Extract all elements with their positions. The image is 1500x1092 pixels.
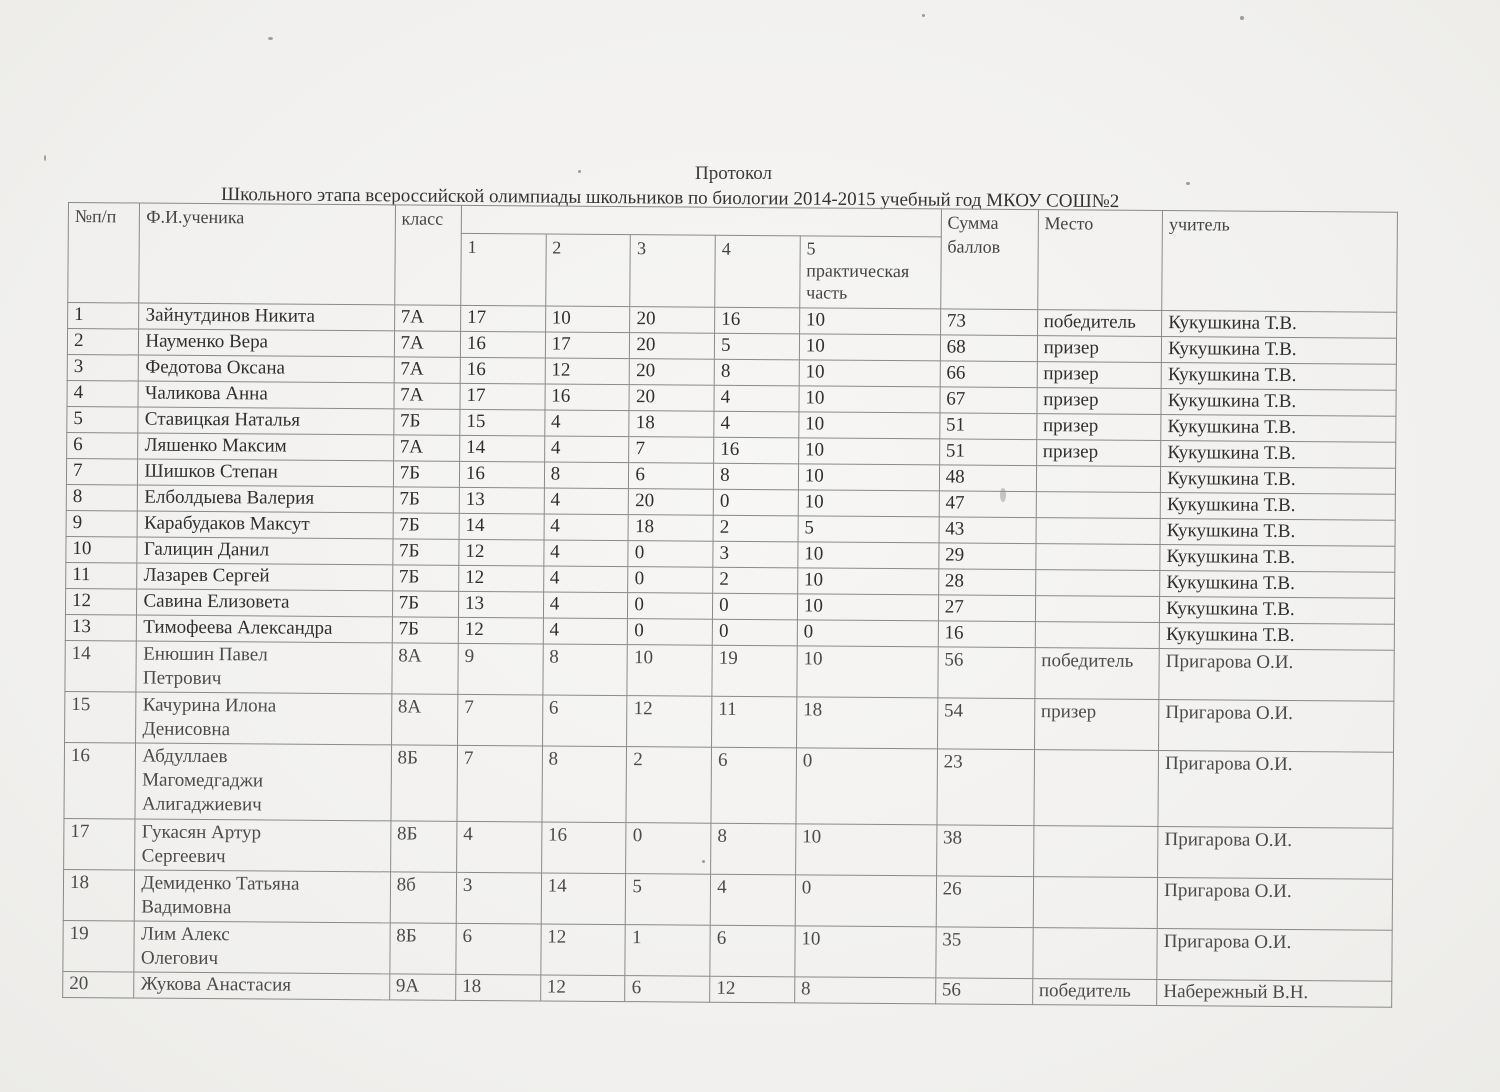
cell-num: 14 bbox=[65, 640, 137, 692]
cell-num: 3 bbox=[67, 354, 139, 381]
cell-task-1: 16 bbox=[460, 357, 545, 384]
cell-teacher: Пригарова О.И. bbox=[1158, 751, 1393, 829]
cell-num: 11 bbox=[66, 562, 138, 589]
cell-task-5: 10 bbox=[795, 824, 936, 876]
cell-teacher: Пригарова О.И. bbox=[1159, 649, 1394, 702]
cell-teacher: Кукушкина Т.В. bbox=[1162, 337, 1397, 365]
cell-place: призер bbox=[1036, 414, 1161, 441]
cell-sum: 73 bbox=[940, 309, 1037, 336]
cell-task-3: 0 bbox=[626, 823, 711, 875]
header-class: класс bbox=[394, 205, 461, 305]
cell-class: 9А bbox=[389, 974, 456, 1000]
header-task-5: 5 практическая часть bbox=[800, 236, 941, 309]
cell-sum: 16 bbox=[938, 621, 1035, 648]
cell-class: 7А bbox=[394, 305, 461, 331]
cell-task-1: 12 bbox=[459, 539, 544, 566]
cell-class: 7Б bbox=[392, 591, 459, 617]
cell-task-5: 10 bbox=[799, 412, 940, 439]
cell-teacher: Пригарова О.И. bbox=[1159, 700, 1394, 753]
cell-teacher: Пригарова О.И. bbox=[1157, 878, 1392, 931]
cell-teacher: Кукушкина Т.В. bbox=[1160, 571, 1395, 599]
cell-task-4: 2 bbox=[713, 515, 798, 542]
cell-task-4: 0 bbox=[712, 619, 797, 646]
cell-task-5: 10 bbox=[799, 386, 940, 413]
cell-num: 20 bbox=[63, 971, 135, 998]
cell-place: победитель bbox=[1037, 310, 1162, 337]
cell-place bbox=[1035, 570, 1160, 597]
cell-num: 15 bbox=[65, 691, 137, 743]
cell-task-2: 10 bbox=[545, 306, 630, 333]
cell-class: 8Б bbox=[391, 745, 458, 821]
cell-task-3: 18 bbox=[628, 515, 713, 542]
cell-task-5: 10 bbox=[798, 464, 939, 491]
cell-task-4: 4 bbox=[710, 874, 795, 926]
cell-task-2: 12 bbox=[540, 975, 625, 1002]
cell-num: 4 bbox=[67, 380, 139, 407]
cell-task-3: 20 bbox=[629, 489, 714, 516]
results-table bbox=[62, 202, 1398, 1008]
cell-student-name: Науменко Вера bbox=[139, 329, 394, 357]
cell-task-1: 16 bbox=[459, 461, 544, 488]
cell-student-name: Демиденко Татьяна Вадимовна bbox=[135, 870, 391, 923]
cell-task-3: 0 bbox=[628, 593, 713, 620]
cell-task-1: 15 bbox=[460, 409, 545, 436]
cell-task-2: 4 bbox=[543, 618, 628, 645]
cell-class: 7Б bbox=[392, 617, 459, 643]
cell-num: 19 bbox=[63, 920, 135, 972]
cell-task-4: 16 bbox=[714, 437, 799, 464]
cell-task-3: 12 bbox=[627, 696, 712, 748]
cell-task-3: 18 bbox=[629, 411, 714, 438]
cell-student-name: Енюшин Павел Петрович bbox=[136, 641, 392, 694]
cell-task-5: 10 bbox=[799, 360, 940, 387]
cell-sum: 38 bbox=[936, 825, 1033, 877]
document-subtitle: Школьного этапа всероссийской олимпиады школьников по биологии 2014-2015 учебный год МКОУ СОШ№2 bbox=[220, 184, 1120, 213]
cell-student-name: Жукова Анастасия bbox=[134, 972, 389, 1000]
cell-task-2: 14 bbox=[541, 873, 626, 925]
cell-task-3: 6 bbox=[625, 976, 710, 1003]
cell-class: 7Б bbox=[393, 513, 460, 539]
cell-student-name: Галицин Данил bbox=[137, 537, 392, 565]
cell-class: 8А bbox=[391, 694, 458, 745]
cell-task-3: 1 bbox=[625, 925, 710, 977]
cell-sum: 68 bbox=[940, 335, 1037, 362]
cell-task-5: 0 bbox=[796, 748, 937, 825]
cell-class: 8А bbox=[392, 643, 459, 694]
cell-task-3: 2 bbox=[626, 747, 711, 824]
cell-task-5: 10 bbox=[795, 926, 936, 978]
scan-speck bbox=[922, 14, 925, 17]
cell-num: 7 bbox=[66, 458, 138, 485]
cell-task-4: 16 bbox=[715, 307, 800, 334]
cell-task-1: 6 bbox=[456, 923, 541, 975]
cell-task-5: 10 bbox=[797, 646, 938, 698]
cell-place bbox=[1036, 492, 1161, 519]
cell-task-3: 6 bbox=[629, 463, 714, 490]
cell-task-1: 9 bbox=[458, 643, 543, 695]
cell-class: 8б bbox=[390, 872, 457, 923]
cell-task-1: 18 bbox=[456, 974, 541, 1001]
cell-task-4: 6 bbox=[711, 747, 796, 824]
cell-student-name: Чаликова Анна bbox=[138, 381, 393, 409]
cell-place: призер bbox=[1034, 699, 1159, 751]
cell-place: призер bbox=[1037, 336, 1162, 363]
cell-class: 8Б bbox=[389, 923, 456, 974]
cell-place bbox=[1036, 466, 1161, 493]
cell-student-name: Карабудаков Максут bbox=[137, 511, 392, 539]
cell-task-4: 12 bbox=[710, 976, 795, 1003]
cell-place bbox=[1036, 518, 1161, 545]
cell-task-1: 14 bbox=[460, 435, 545, 462]
cell-num: 2 bbox=[67, 329, 139, 356]
cell-student-name: Лазарев Сергей bbox=[137, 563, 392, 591]
cell-task-5: 10 bbox=[797, 594, 938, 621]
cell-place: победитель bbox=[1035, 648, 1160, 700]
cell-sum: 28 bbox=[938, 569, 1035, 596]
cell-task-1: 7 bbox=[457, 745, 542, 822]
header-teacher: учитель bbox=[1162, 211, 1398, 313]
cell-task-4: 3 bbox=[713, 541, 798, 568]
cell-num: 1 bbox=[68, 303, 140, 330]
cell-student-name: Тимофеева Александра bbox=[137, 615, 392, 643]
cell-place: призер bbox=[1037, 362, 1162, 389]
cell-sum: 23 bbox=[937, 749, 1035, 826]
cell-num: 8 bbox=[66, 484, 138, 511]
table-row bbox=[64, 742, 1394, 828]
cell-task-3: 20 bbox=[629, 385, 714, 412]
cell-student-name: Савина Елизовета bbox=[137, 589, 392, 617]
cell-task-4: 11 bbox=[712, 696, 797, 748]
cell-task-4: 0 bbox=[713, 593, 798, 620]
cell-sum: 54 bbox=[937, 698, 1034, 750]
cell-place bbox=[1035, 544, 1160, 571]
cell-task-4: 8 bbox=[714, 359, 799, 386]
cell-num: 18 bbox=[63, 869, 135, 921]
header-task-3: 3 bbox=[630, 235, 715, 308]
cell-task-5: 10 bbox=[797, 568, 938, 595]
cell-task-5: 0 bbox=[797, 620, 938, 647]
cell-place: победитель bbox=[1032, 979, 1157, 1006]
cell-task-3: 20 bbox=[630, 307, 715, 334]
cell-task-2: 8 bbox=[543, 644, 628, 696]
cell-sum: 27 bbox=[938, 595, 1035, 622]
cell-place bbox=[1034, 750, 1159, 827]
cell-teacher: Кукушкина Т.В. bbox=[1160, 597, 1395, 625]
cell-task-2: 16 bbox=[545, 384, 630, 411]
cell-place: призер bbox=[1036, 440, 1161, 467]
cell-teacher: Кукушкина Т.В. bbox=[1162, 311, 1397, 339]
cell-place: призер bbox=[1037, 388, 1162, 415]
cell-task-4: 8 bbox=[711, 823, 796, 875]
cell-task-5: 10 bbox=[799, 308, 940, 335]
cell-task-1: 17 bbox=[461, 305, 546, 332]
cell-task-4: 5 bbox=[714, 333, 799, 360]
cell-sum: 66 bbox=[940, 361, 1037, 388]
cell-class: 7Б bbox=[393, 487, 460, 513]
cell-task-5: 10 bbox=[799, 334, 940, 361]
cell-student-name: Ставицкая Наталья bbox=[138, 407, 393, 435]
cell-task-1: 13 bbox=[458, 591, 543, 618]
cell-sum: 51 bbox=[939, 413, 1036, 440]
cell-task-3: 5 bbox=[626, 874, 711, 926]
cell-sum: 29 bbox=[939, 543, 1036, 570]
cell-task-2: 12 bbox=[541, 924, 626, 976]
header-tasks-group bbox=[461, 205, 941, 237]
cell-num: 17 bbox=[64, 818, 136, 870]
cell-sum: 56 bbox=[938, 647, 1035, 699]
cell-student-name: Шишков Степан bbox=[138, 459, 393, 487]
cell-student-name: Лим Алекс Олегович bbox=[134, 921, 390, 974]
cell-task-3: 10 bbox=[627, 645, 712, 697]
cell-task-4: 6 bbox=[710, 925, 795, 977]
cell-task-3: 7 bbox=[629, 437, 714, 464]
document-title: Протокол bbox=[695, 163, 773, 184]
cell-num: 12 bbox=[65, 588, 137, 615]
cell-sum: 48 bbox=[939, 465, 1036, 492]
cell-task-1: 13 bbox=[459, 487, 544, 514]
cell-task-1: 14 bbox=[459, 513, 544, 540]
cell-task-1: 17 bbox=[460, 383, 545, 410]
cell-teacher: Кукушкина Т.В. bbox=[1161, 441, 1396, 469]
cell-sum: 47 bbox=[939, 491, 1036, 518]
cell-task-1: 3 bbox=[456, 872, 541, 924]
header-name: Ф.И.ученика bbox=[139, 203, 395, 305]
cell-teacher: Пригарова О.И. bbox=[1158, 827, 1393, 880]
cell-class: 7Б bbox=[392, 539, 459, 565]
scan-speck bbox=[578, 170, 581, 173]
cell-num: 16 bbox=[64, 742, 136, 819]
cell-place bbox=[1032, 928, 1157, 980]
cell-teacher: Пригарова О.И. bbox=[1157, 929, 1392, 982]
cell-sum: 43 bbox=[939, 517, 1036, 544]
cell-task-2: 6 bbox=[542, 695, 627, 747]
cell-student-name: Гукасян Артур Сергеевич bbox=[135, 819, 391, 872]
cell-place bbox=[1033, 826, 1158, 878]
scan-speck bbox=[44, 155, 46, 161]
cell-class: 8Б bbox=[390, 821, 457, 872]
cell-class: 7Б bbox=[392, 565, 459, 591]
cell-task-5: 10 bbox=[798, 542, 939, 569]
cell-num: 13 bbox=[65, 614, 137, 641]
table-body bbox=[63, 303, 1397, 1008]
cell-teacher: Кукушкина Т.В. bbox=[1160, 493, 1395, 521]
scan-speck bbox=[268, 37, 273, 40]
cell-num: 9 bbox=[66, 510, 138, 537]
cell-task-1: 4 bbox=[457, 821, 542, 873]
cell-task-2: 4 bbox=[544, 436, 629, 463]
header-task-2: 2 bbox=[545, 234, 630, 307]
cell-sum: 51 bbox=[939, 439, 1036, 466]
cell-task-2: 4 bbox=[544, 540, 629, 567]
cell-place bbox=[1033, 877, 1158, 929]
cell-task-1: 12 bbox=[459, 565, 544, 592]
cell-place bbox=[1035, 596, 1160, 623]
cell-sum: 56 bbox=[935, 978, 1032, 1005]
cell-task-1: 12 bbox=[458, 617, 543, 644]
cell-task-2: 12 bbox=[545, 358, 630, 385]
cell-task-3: 20 bbox=[630, 359, 715, 386]
cell-sum: 35 bbox=[936, 927, 1033, 979]
cell-task-2: 4 bbox=[544, 488, 629, 515]
cell-task-4: 0 bbox=[713, 489, 798, 516]
cell-class: 7А bbox=[393, 435, 460, 461]
header-place: Место bbox=[1037, 210, 1162, 311]
cell-teacher: Кукушкина Т.В. bbox=[1161, 389, 1396, 417]
cell-class: 7Б bbox=[393, 461, 460, 487]
cell-teacher: Набережный В.Н. bbox=[1157, 980, 1392, 1008]
header-task-1: 1 bbox=[461, 233, 546, 306]
cell-task-4: 8 bbox=[714, 463, 799, 490]
cell-task-5: 8 bbox=[794, 977, 935, 1004]
cell-task-3: 0 bbox=[628, 541, 713, 568]
cell-task-4: 2 bbox=[713, 567, 798, 594]
header-sum: Сумма баллов bbox=[940, 209, 1038, 310]
scan-speck bbox=[1240, 16, 1244, 20]
cell-task-5: 18 bbox=[796, 697, 937, 749]
cell-class: 7Б bbox=[393, 409, 460, 435]
cell-sum: 67 bbox=[940, 387, 1037, 414]
cell-teacher: Кукушкина Т.В. bbox=[1161, 363, 1396, 391]
cell-task-1: 7 bbox=[457, 694, 542, 746]
cell-student-name: Абдуллаев Магомедгаджи Алигаджиевич bbox=[135, 743, 391, 821]
cell-task-3: 0 bbox=[628, 619, 713, 646]
cell-task-4: 4 bbox=[714, 411, 799, 438]
cell-task-5: 5 bbox=[798, 516, 939, 543]
cell-task-5: 10 bbox=[798, 438, 939, 465]
cell-task-3: 0 bbox=[628, 567, 713, 594]
cell-task-2: 4 bbox=[543, 592, 628, 619]
header-num: №п/п bbox=[68, 203, 140, 304]
cell-num: 10 bbox=[66, 536, 138, 563]
scan-speck bbox=[1186, 182, 1190, 185]
cell-task-5: 0 bbox=[795, 875, 936, 927]
cell-task-2: 4 bbox=[544, 410, 629, 437]
cell-task-1: 16 bbox=[460, 331, 545, 358]
cell-teacher: Кукушкина Т.В. bbox=[1160, 519, 1395, 547]
cell-num: 6 bbox=[67, 432, 139, 459]
cell-student-name: Зайнутдинов Никита bbox=[139, 303, 394, 331]
cell-student-name: Елболдыева Валерия bbox=[138, 485, 393, 513]
cell-teacher: Кукушкина Т.В. bbox=[1160, 545, 1395, 573]
header-task-4: 4 bbox=[715, 235, 800, 308]
cell-task-2: 16 bbox=[541, 822, 626, 874]
cell-task-2: 4 bbox=[543, 566, 628, 593]
cell-task-5: 10 bbox=[798, 490, 939, 517]
cell-place bbox=[1035, 622, 1160, 649]
cell-student-name: Ляшенко Максим bbox=[138, 433, 393, 461]
cell-num: 5 bbox=[67, 406, 139, 433]
cell-task-2: 17 bbox=[545, 332, 630, 359]
cell-task-2: 8 bbox=[544, 462, 629, 489]
cell-teacher: Кукушкина Т.В. bbox=[1161, 415, 1396, 443]
cell-teacher: Кукушкина Т.В. bbox=[1161, 467, 1396, 495]
cell-task-4: 4 bbox=[714, 385, 799, 412]
cell-sum: 26 bbox=[936, 876, 1033, 928]
cell-student-name: Федотова Оксана bbox=[139, 355, 394, 383]
cell-task-4: 19 bbox=[712, 645, 797, 697]
cell-student-name: Качурина Илона Денисовна bbox=[136, 692, 392, 745]
cell-task-3: 20 bbox=[630, 333, 715, 360]
cell-teacher: Кукушкина Т.В. bbox=[1159, 623, 1394, 651]
cell-class: 7А bbox=[394, 383, 461, 409]
cell-task-2: 4 bbox=[544, 514, 629, 541]
cell-class: 7А bbox=[394, 357, 461, 383]
cell-class: 7А bbox=[394, 331, 461, 357]
cell-task-2: 8 bbox=[542, 746, 627, 823]
